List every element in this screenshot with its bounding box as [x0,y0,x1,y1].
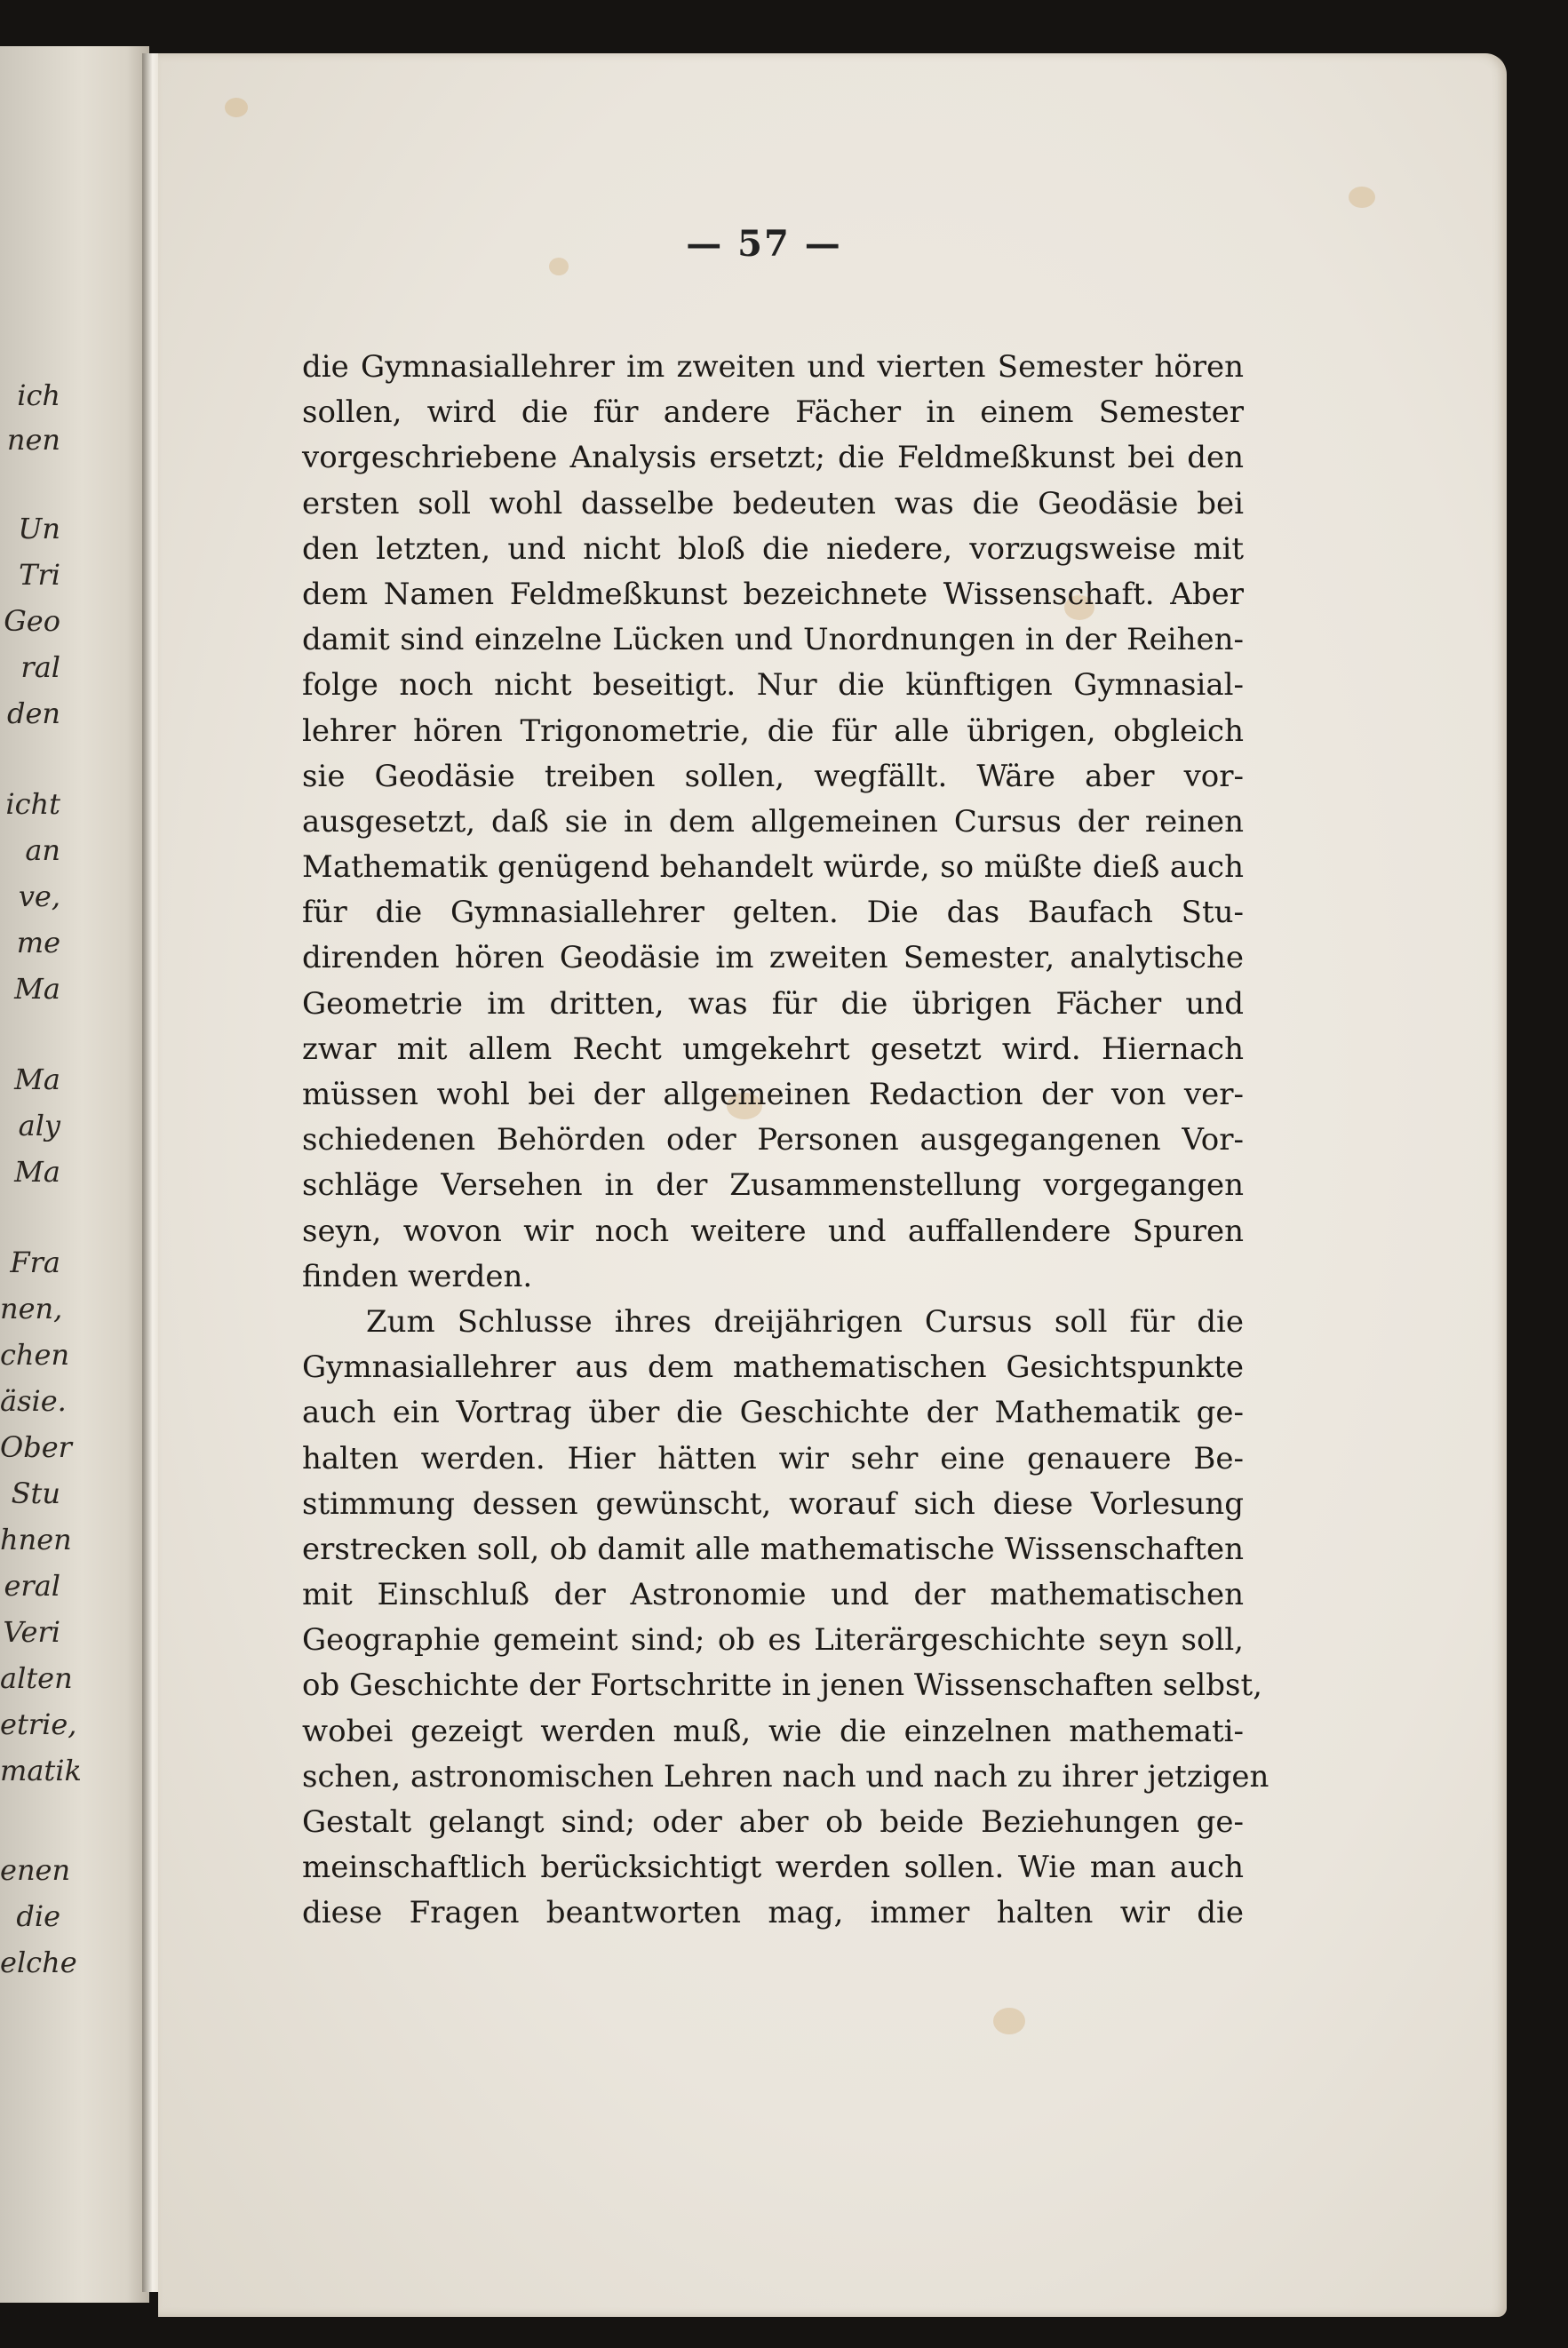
left-page-line-fragment: an [25,833,60,867]
left-page-line-fragment: Geo [4,604,60,638]
text-line: sie Geodäsie treiben sollen, wegfällt. Wäre aber vor- [302,758,1244,794]
left-page-line-fragment: me [16,926,60,959]
left-page-line-fragment: matik [0,1754,82,1787]
text-line: den letzten, und nicht bloß die niedere, vorzugsweise mit [302,530,1244,567]
left-page-line-fragment: icht [5,787,60,821]
text-line: Geographie gemeint sind; ob es Literärgeschichte seyn soll, [302,1622,1244,1659]
text-line: dem Namen Feldmeßkunst bezeichnete Wissenschaft. Aber [302,576,1244,612]
left-page-line-fragment: ral [20,650,60,684]
left-facing-page [0,46,149,2303]
text-line: finden werden. [302,1258,533,1294]
text-line: folge noch nicht beseitigt. Nur die künftigen Gymnasial- [302,667,1244,704]
left-page-line-fragment: Ma [14,1155,60,1189]
left-page-line-fragment: nen, [0,1292,63,1325]
foxing-spot [225,98,248,117]
text-line: lehrer hören Trigonometrie, die für alle übrigen, obgleich [302,712,1244,749]
text-line: seyn, wovon wir noch weitere und auffallendere Spuren [302,1213,1244,1249]
text-line: erstrecken soll, ob damit alle mathematische Wissenschaften [302,1531,1244,1567]
page-number: — 57 — [686,223,842,265]
foxing-spot [549,258,569,275]
text-line: Gestalt gelangt sind; oder aber ob beide Beziehungen ge- [302,1804,1244,1840]
left-page-line-fragment: etrie, [0,1707,77,1741]
left-page-line-fragment: elche [0,1946,77,1979]
text-line: schläge Versehen in der Zusammenstellung vorgegangen [302,1167,1244,1204]
left-page-line-fragment: Fra [10,1246,60,1279]
left-page-line-fragment: Un [18,512,60,545]
text-line: wobei gezeigt werden muß, wie die einzelnen mathemati- [302,1713,1244,1749]
text-line: schiedenen Behörden oder Personen ausgegangenen Vor- [302,1122,1244,1158]
left-page-line-fragment: Veri [3,1615,60,1649]
left-page-line-fragment: hnen [0,1523,72,1556]
left-page-line-fragment: ve, [18,880,60,913]
left-page-line-fragment: Tri [19,558,60,592]
left-page-line-fragment: Ma [14,972,60,1006]
text-line: auch ein Vortrag über die Geschichte der Mathematik ge- [302,1395,1244,1431]
text-line: diese Fragen beantworten mag, immer halten wir die [302,1895,1244,1931]
text-line: Mathematik genügend behandelt würde, so müßte dieß auch [302,849,1244,886]
text-line: zwar mit allem Recht umgekehrt gesetzt wird. Hiernach [302,1031,1244,1067]
text-line: meinschaftlich berücksichtigt werden sollen. Wie man auch [302,1850,1244,1886]
left-page-line-fragment: ich [17,378,60,412]
text-line: schen, astronomischen Lehren nach und nach zu ihrer jetzigen [302,1758,1270,1795]
left-page-line-fragment: enen [0,1853,71,1887]
text-line: ausgesetzt, daß sie in dem allgemeinen Cursus der reinen [302,803,1244,840]
left-page-line-fragment: aly [18,1109,60,1142]
text-line: stimmung dessen gewünscht, worauf sich diese Vorlesung [302,1485,1244,1522]
text-line: Gymnasiallehrer aus dem mathematischen Gesichtspunkte [302,1349,1244,1386]
left-page-line-fragment: Ober [0,1430,72,1464]
left-page-line-fragment: alten [0,1661,73,1695]
left-page-line-fragment: äsie. [0,1384,67,1418]
body-text [302,345,1270,1937]
left-page-line-fragment: den [6,696,60,730]
text-line: Geometrie im dritten, was für die übrigen Fächer und [302,985,1244,1022]
foxing-spot [993,2008,1025,2034]
text-line: direnden hören Geodäsie im zweiten Semester, analytische [302,940,1244,976]
left-page-line-fragment: chen [0,1338,70,1372]
left-page-line-fragment: nen [6,423,60,457]
left-page-line-fragment: eral [4,1569,60,1603]
text-line: für die Gymnasiallehrer gelten. Die das Baufach Stu- [302,895,1244,931]
text-line: die Gymnasiallehrer im zweiten und vierten Semester hören [302,349,1244,385]
text-line: ersten soll wohl dasselbe bedeuten was die Geodäsie bei [302,485,1244,521]
left-page-line-fragment: die [16,1899,60,1933]
text-line: mit Einschluß der Astronomie und der mathematischen [302,1577,1244,1613]
left-page-line-fragment: Ma [14,1063,60,1096]
foxing-spot [1349,187,1375,208]
text-line: Zum Schlusse ihres dreijährigen Cursus soll für die [366,1303,1244,1340]
text-line: sollen, wird die für andere Fächer in einem Semester [302,394,1244,431]
text-line: müssen wohl bei der allgemeinen Redaction der von ver- [302,1077,1244,1112]
text-line: vorgeschriebene Analysis ersetzt; die Feldmeßkunst bei den [302,440,1244,476]
text-line: damit sind einzelne Lücken und Unordnungen in der Reihen- [302,622,1244,658]
left-page-line-fragment: Stu [11,1476,60,1510]
text-line: ob Geschichte der Fortschritte in jenen Wissenschaften selbst, [302,1667,1262,1704]
text-line: halten werden. Hier hätten wir sehr eine genauere Be- [302,1440,1244,1476]
